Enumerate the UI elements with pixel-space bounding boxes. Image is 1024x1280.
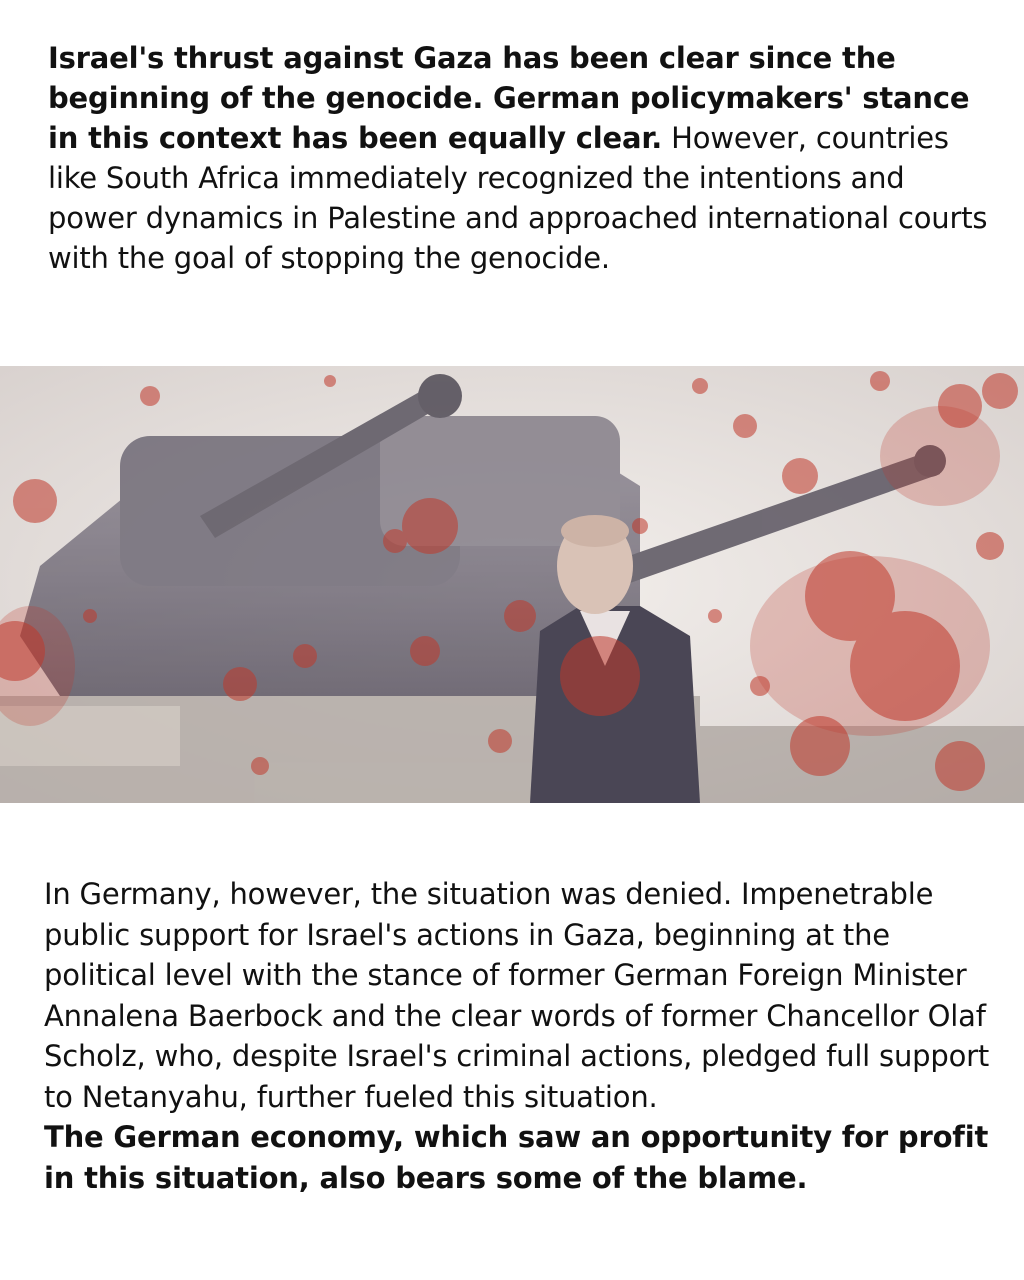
- body-bold-text: The German economy, which saw an opportunity for profit in this situation, also bears some of the blame.: [44, 1120, 989, 1195]
- intro-paragraph: [48, 38, 988, 278]
- body-paragraph: [44, 874, 1004, 1198]
- intro-bold-text: Israel's thrust against Gaza has been clear since the beginning of the genocide. German policymakers' stance in this context has been equally clear.: [48, 41, 970, 155]
- intro-regular-text: However, countries like South Africa immediately recognized the intentions and power dynamics in Palestine and approached international courts with the goal of stopping the genocide.: [48, 121, 988, 275]
- body-regular-text: In Germany, however, the situation was denied. Impenetrable public support for Israel's actions in Gaza, beginning at the political level with the stance of former German Foreign Minister Annalena Baerbock and the clear words of former Chancellor Olaf Scholz, who, despite Israel's criminal actions, pledged full support to Netanyahu, further fueled this situation.: [44, 877, 990, 1114]
- tank-collage-image: [0, 366, 1024, 803]
